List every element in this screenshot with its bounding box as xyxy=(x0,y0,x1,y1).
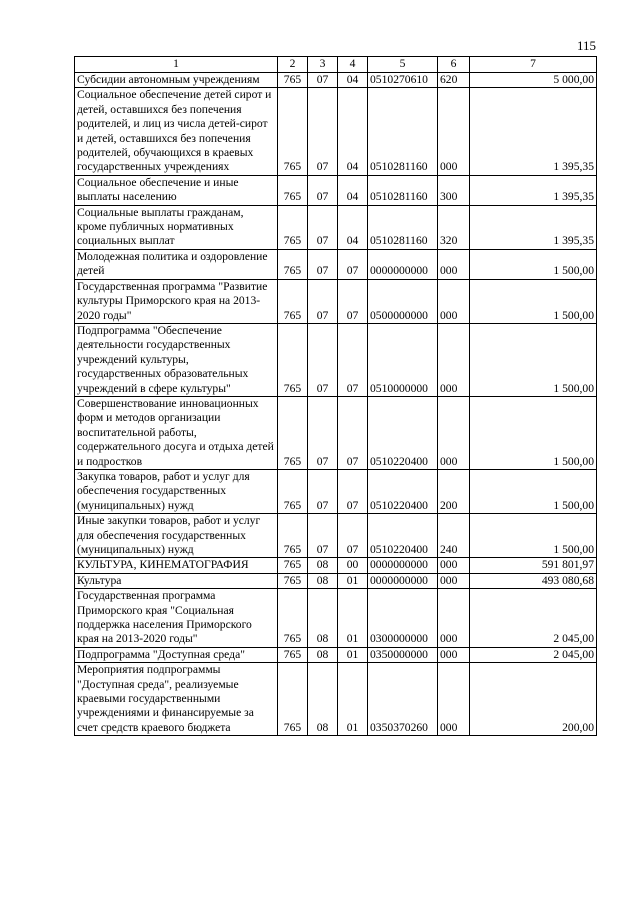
section-code-cell: 07 xyxy=(308,88,338,175)
header-row xyxy=(75,57,597,73)
target-article-cell: 0350370260 xyxy=(368,663,438,736)
table-row xyxy=(75,469,597,513)
target-article-cell: 0500000000 xyxy=(368,279,438,323)
table-row xyxy=(75,514,597,558)
target-article-cell: 0000000000 xyxy=(368,573,438,588)
section-code-cell: 08 xyxy=(308,647,338,662)
section-code-cell: 07 xyxy=(308,469,338,513)
subsection-code-cell: 07 xyxy=(338,249,368,279)
amount-cell: 2 045,00 xyxy=(470,589,597,648)
section-code-cell: 07 xyxy=(308,73,338,88)
header-cell-4: 4 xyxy=(338,57,368,73)
table-row xyxy=(75,73,597,88)
target-article-cell: 0000000000 xyxy=(368,249,438,279)
expense-type-cell: 320 xyxy=(438,205,470,249)
expense-type-cell: 000 xyxy=(438,647,470,662)
amount-cell: 5 000,00 xyxy=(470,73,597,88)
table-row xyxy=(75,589,597,648)
amount-cell: 1 395,35 xyxy=(470,175,597,205)
gr-code-cell: 765 xyxy=(278,469,308,513)
gr-code-cell: 765 xyxy=(278,647,308,662)
gr-code-cell: 765 xyxy=(278,514,308,558)
target-article-cell: 0510220400 xyxy=(368,396,438,469)
item-name-cell: Государственная программа Приморского края "Социальная поддержка населения Приморского края на 2013-2020 годы" xyxy=(75,589,278,648)
subsection-code-cell: 04 xyxy=(338,205,368,249)
amount-cell: 1 500,00 xyxy=(470,514,597,558)
section-code-cell: 07 xyxy=(308,514,338,558)
table-row xyxy=(75,175,597,205)
target-article-cell: 0510220400 xyxy=(368,469,438,513)
table-row xyxy=(75,396,597,469)
gr-code-cell: 765 xyxy=(278,323,308,396)
target-article-cell: 0510220400 xyxy=(368,514,438,558)
subsection-code-cell: 07 xyxy=(338,514,368,558)
header-cell-2: 2 xyxy=(278,57,308,73)
section-code-cell: 08 xyxy=(308,663,338,736)
subsection-code-cell: 01 xyxy=(338,663,368,736)
target-article-cell: 0510281160 xyxy=(368,205,438,249)
amount-cell: 1 500,00 xyxy=(470,249,597,279)
amount-cell: 2 045,00 xyxy=(470,647,597,662)
gr-code-cell: 765 xyxy=(278,663,308,736)
amount-cell: 200,00 xyxy=(470,663,597,736)
subsection-code-cell: 04 xyxy=(338,88,368,175)
table-row xyxy=(75,323,597,396)
expense-type-cell: 000 xyxy=(438,589,470,648)
expense-type-cell: 000 xyxy=(438,279,470,323)
subsection-code-cell: 04 xyxy=(338,73,368,88)
table-body xyxy=(75,57,597,736)
target-article-cell: 0350000000 xyxy=(368,647,438,662)
gr-code-cell: 765 xyxy=(278,396,308,469)
target-article-cell: 0000000000 xyxy=(368,558,438,573)
section-code-cell: 07 xyxy=(308,175,338,205)
expense-type-cell: 000 xyxy=(438,663,470,736)
subsection-code-cell: 04 xyxy=(338,175,368,205)
page-number: 115 xyxy=(576,38,596,53)
header-cell-7: 7 xyxy=(470,57,597,73)
gr-code-cell: 765 xyxy=(278,88,308,175)
expense-type-cell: 620 xyxy=(438,73,470,88)
item-name-cell: Государственная программа "Развитие культуры Приморского края на 2013-2020 годы" xyxy=(75,279,278,323)
subsection-code-cell: 07 xyxy=(338,396,368,469)
gr-code-cell: 765 xyxy=(278,249,308,279)
item-name-cell: Молодежная политика и оздоровление детей xyxy=(75,249,278,279)
section-code-cell: 07 xyxy=(308,249,338,279)
amount-cell: 591 801,97 xyxy=(470,558,597,573)
table-row xyxy=(75,279,597,323)
target-article-cell: 0510000000 xyxy=(368,323,438,396)
section-code-cell: 07 xyxy=(308,396,338,469)
table-row xyxy=(75,647,597,662)
item-name-cell: КУЛЬТУРА, КИНЕМАТОГРАФИЯ xyxy=(75,558,278,573)
gr-code-cell: 765 xyxy=(278,589,308,648)
item-name-cell: Социальные выплаты гражданам, кроме публичных нормативных социальных выплат xyxy=(75,205,278,249)
expense-type-cell: 000 xyxy=(438,573,470,588)
amount-cell: 1 500,00 xyxy=(470,396,597,469)
item-name-cell: Подпрограмма "Обеспечение деятельности государственных учреждений культуры, государственных образовательных учреждений в сфере культуры" xyxy=(75,323,278,396)
subsection-code-cell: 01 xyxy=(338,589,368,648)
item-name-cell: Совершенствование инновационных форм и методов организации воспитательной работы, содержательного досуга и отдыха детей и подростков xyxy=(75,396,278,469)
amount-cell: 1 500,00 xyxy=(470,279,597,323)
subsection-code-cell: 07 xyxy=(338,469,368,513)
section-code-cell: 08 xyxy=(308,558,338,573)
subsection-code-cell: 07 xyxy=(338,323,368,396)
expense-type-cell: 000 xyxy=(438,396,470,469)
item-name-cell: Иные закупки товаров, работ и услуг для обеспечения государственных (муниципальных) нужд xyxy=(75,514,278,558)
gr-code-cell: 765 xyxy=(278,558,308,573)
header-cell-5: 5 xyxy=(368,57,438,73)
expense-type-cell: 000 xyxy=(438,323,470,396)
item-name-cell: Субсидии автономным учреждениям xyxy=(75,73,278,88)
table-row xyxy=(75,205,597,249)
expense-type-cell: 000 xyxy=(438,249,470,279)
header-cell-1: 1 xyxy=(75,57,278,73)
gr-code-cell: 765 xyxy=(278,205,308,249)
header-cell-6: 6 xyxy=(438,57,470,73)
section-code-cell: 08 xyxy=(308,589,338,648)
header-cell-3: 3 xyxy=(308,57,338,73)
amount-cell: 1 395,35 xyxy=(470,88,597,175)
section-code-cell: 07 xyxy=(308,323,338,396)
gr-code-cell: 765 xyxy=(278,73,308,88)
section-code-cell: 07 xyxy=(308,205,338,249)
section-code-cell: 07 xyxy=(308,279,338,323)
item-name-cell: Мероприятия подпрограммы "Доступная среда", реализуемые краевыми государственными учреждениями и финансируемые за счет средств краевого бюджета xyxy=(75,663,278,736)
target-article-cell: 0510270610 xyxy=(368,73,438,88)
amount-cell: 1 395,35 xyxy=(470,205,597,249)
expense-type-cell: 240 xyxy=(438,514,470,558)
table-row xyxy=(75,249,597,279)
budget-table xyxy=(74,56,597,736)
amount-cell: 1 500,00 xyxy=(470,323,597,396)
expense-type-cell: 000 xyxy=(438,88,470,175)
expense-type-cell: 200 xyxy=(438,469,470,513)
subsection-code-cell: 07 xyxy=(338,279,368,323)
amount-cell: 493 080,68 xyxy=(470,573,597,588)
table-row xyxy=(75,88,597,175)
item-name-cell: Социальное обеспечение детей сирот и детей, оставшихся без попечения родителей, и лиц из числа детей-сирот и детей, оставшихся без попечения родителей, обучающихся в краевых государственных учреждениях xyxy=(75,88,278,175)
gr-code-cell: 765 xyxy=(278,175,308,205)
section-code-cell: 08 xyxy=(308,573,338,588)
table-row xyxy=(75,558,597,573)
item-name-cell: Культура xyxy=(75,573,278,588)
table-row xyxy=(75,663,597,736)
subsection-code-cell: 01 xyxy=(338,573,368,588)
subsection-code-cell: 00 xyxy=(338,558,368,573)
expense-type-cell: 300 xyxy=(438,175,470,205)
item-name-cell: Подпрограмма "Доступная среда" xyxy=(75,647,278,662)
subsection-code-cell: 01 xyxy=(338,647,368,662)
gr-code-cell: 765 xyxy=(278,573,308,588)
expense-type-cell: 000 xyxy=(438,558,470,573)
target-article-cell: 0510281160 xyxy=(368,175,438,205)
target-article-cell: 0300000000 xyxy=(368,589,438,648)
amount-cell: 1 500,00 xyxy=(470,469,597,513)
table-row xyxy=(75,573,597,588)
item-name-cell: Социальное обеспечение и иные выплаты населению xyxy=(75,175,278,205)
target-article-cell: 0510281160 xyxy=(368,88,438,175)
item-name-cell: Закупка товаров, работ и услуг для обеспечения государственных (муниципальных) нужд xyxy=(75,469,278,513)
gr-code-cell: 765 xyxy=(278,279,308,323)
